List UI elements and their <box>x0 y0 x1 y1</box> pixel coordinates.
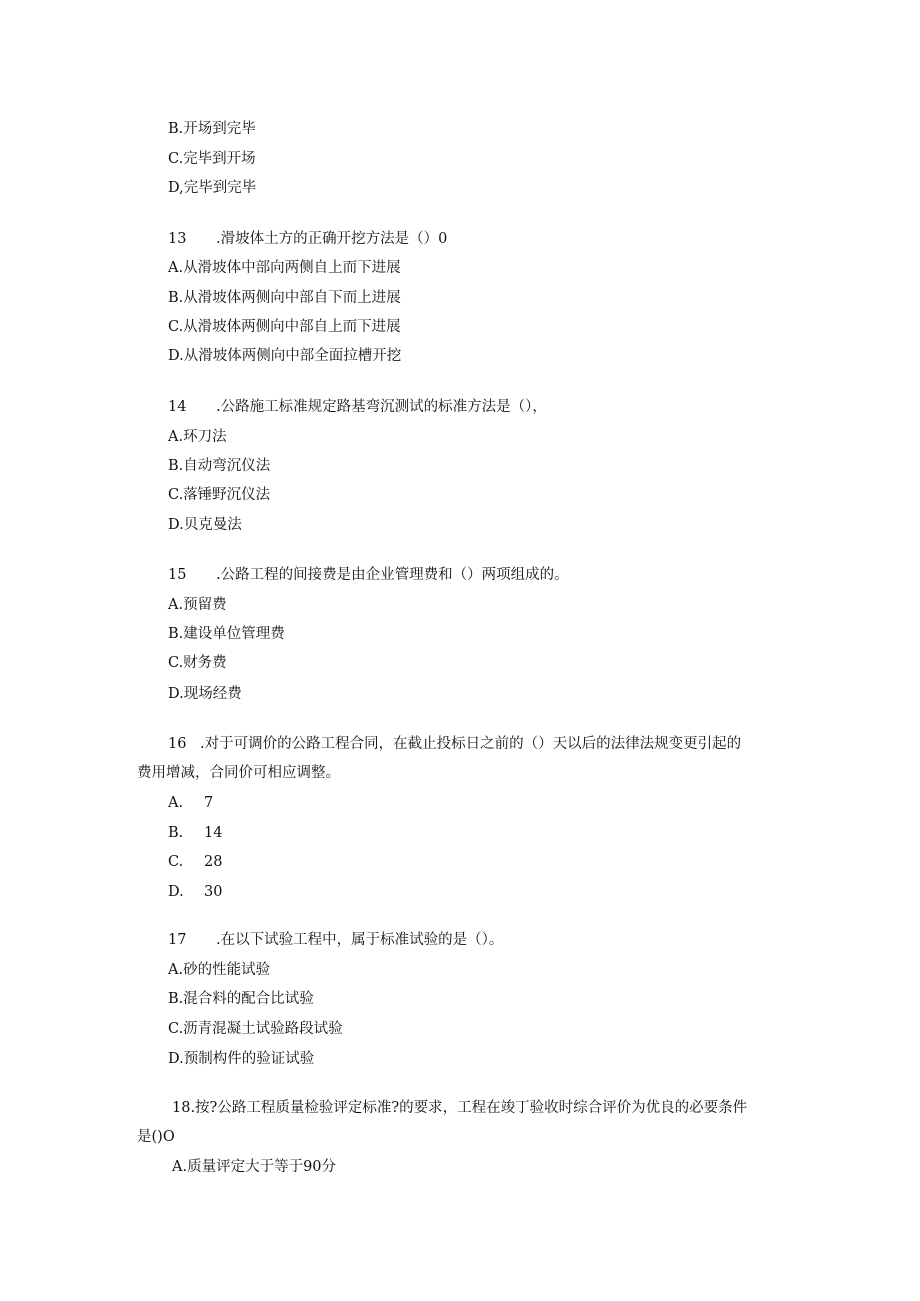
q17-option-b: B.混合料的配合比试验 <box>168 991 314 1007</box>
q13-option-b: B.从滑坡体两侧向中部自下而上进展 <box>168 290 401 306</box>
q16-option-b-letter: B. <box>168 825 184 841</box>
q16-option-c <box>168 852 222 872</box>
q12-option-c: C.完毕到开场 <box>168 151 256 167</box>
q13-stem-text: .滑坡体土方的正确开挖方法是（）0 <box>216 231 448 247</box>
q16-option-d <box>168 882 222 902</box>
q17-option-a: A.砂的性能试验 <box>168 962 271 978</box>
q15-option-d: D.现场经费 <box>168 686 242 702</box>
q13-number: 13 <box>168 231 187 247</box>
q13-option-a: A.从滑坡体中部向两侧自上而下进展 <box>168 260 401 276</box>
q14-option-c: C.落锤野沉仪法 <box>168 487 271 503</box>
q16-stem-line1 <box>168 734 741 754</box>
q13-option-d: D.从滑坡体两侧向中部全面拉槽开挖 <box>168 348 402 364</box>
q16-option-c-letter: C. <box>168 854 184 870</box>
q17-stem <box>168 930 503 950</box>
q16-option-b-value: 14 <box>204 825 223 841</box>
q15-stem-text: .公路工程的间接费是由企业管理费和（）两项组成的。 <box>216 567 569 583</box>
q15-option-c: C.财务费 <box>168 655 227 671</box>
q16-option-d-value: 30 <box>204 884 223 900</box>
q12-option-b: B.开场到完毕 <box>168 121 256 137</box>
q16-option-a <box>168 793 213 813</box>
q16-option-a-letter: A. <box>168 795 184 811</box>
q17-option-c: C.沥青混凝土试验路段试验 <box>168 1021 343 1037</box>
q12-option-d: D,完毕到完毕 <box>168 180 257 196</box>
q15-stem <box>168 565 569 585</box>
q13-option-c: C.从滑坡体两侧向中部自上而下进展 <box>168 319 401 335</box>
q15-option-a: A.预留费 <box>168 597 227 613</box>
q18-stem-line2: 是()O <box>137 1129 175 1145</box>
q13-stem <box>168 229 447 249</box>
q14-option-a: A.环刀法 <box>168 429 227 445</box>
q18-stem-line1: 18.按?公路工程质量检验评定标准?的要求，工程在竣丁验收时综合评价为优良的必要条件 <box>172 1100 748 1116</box>
q14-stem-text: .公路施工标准规定路基弯沉测试的标准方法是（）， <box>216 399 547 415</box>
q16-option-a-value: 7 <box>204 795 214 811</box>
q17-number: 17 <box>168 932 187 948</box>
q17-option-d: D.预制构件的验证试验 <box>168 1051 315 1067</box>
q16-stem-line2: 费用增减，合同价可相应调整。 <box>137 765 340 781</box>
q16-option-d-letter: D. <box>168 884 184 900</box>
q14-option-b: B.自动弯沉仪法 <box>168 458 271 474</box>
q14-stem <box>168 397 547 417</box>
q14-number: 14 <box>168 399 187 415</box>
q17-stem-text: .在以下试验工程中，属于标准试验的是（）。 <box>216 932 504 948</box>
q16-option-b <box>168 823 222 843</box>
q16-option-c-value: 28 <box>204 854 223 870</box>
q15-option-b: B.建设单位管理费 <box>168 626 285 642</box>
q18-option-a: A.质量评定大于等于90分 <box>172 1159 337 1175</box>
q14-option-d: D.贝克曼法 <box>168 517 242 533</box>
q16-stem-text: .对于可调价的公路工程合同，在截止投标日之前的（）天以后的法律法规变更引起的 <box>200 736 742 752</box>
q15-number: 15 <box>168 567 187 583</box>
q16-number: 16 <box>168 736 187 752</box>
